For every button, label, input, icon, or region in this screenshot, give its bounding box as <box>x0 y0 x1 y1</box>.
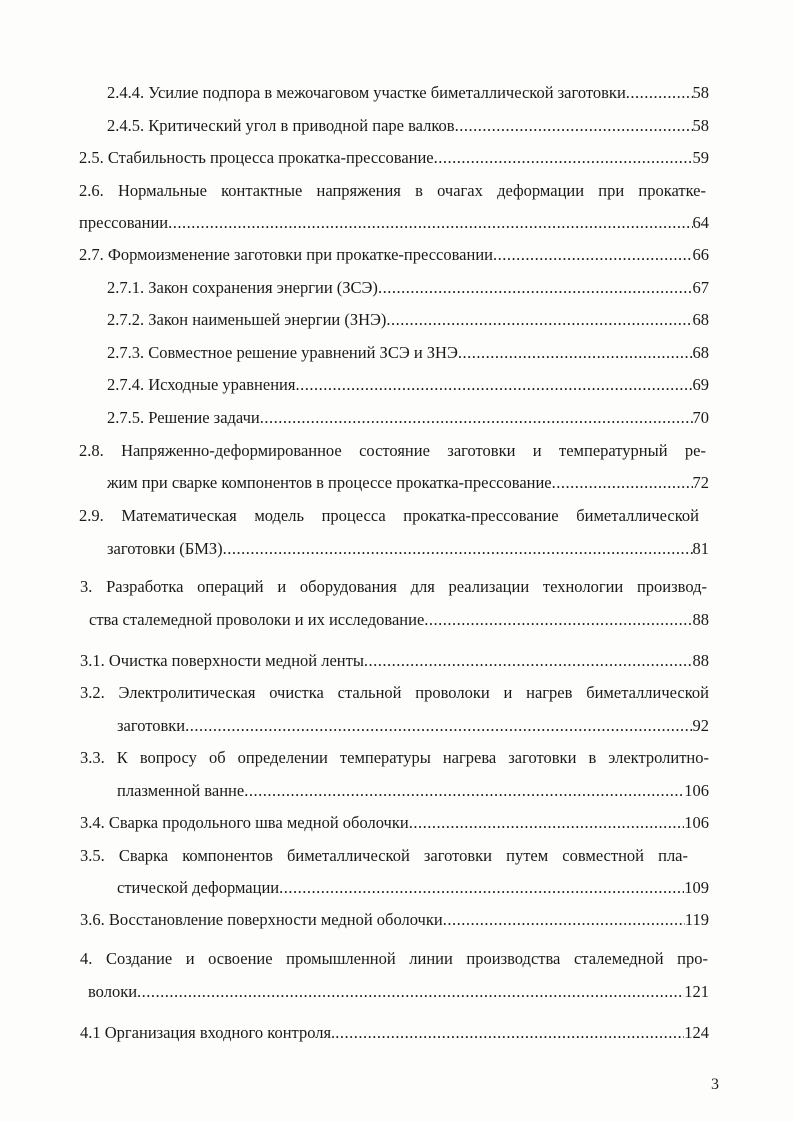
dot-leader <box>458 342 693 364</box>
dot-leader <box>335 1022 684 1044</box>
toc-entry-page: 68 <box>692 310 709 329</box>
toc-entry-2-8-line1 <box>79 440 706 462</box>
dot-leader <box>552 472 693 494</box>
toc-entry-title-line1: 2.9. Математическая модель процесса прокатка-прессование биметаллической <box>79 506 699 525</box>
toc-entry-title: волоки <box>88 982 138 1001</box>
toc-entry-title: стической деформации <box>117 878 280 897</box>
toc-entry-page: 67 <box>692 278 709 297</box>
toc-entry-page: 88 <box>692 610 709 629</box>
toc-entry-page: 70 <box>692 408 709 427</box>
dot-leader <box>364 650 693 672</box>
dot-leader <box>386 309 692 331</box>
toc-entry-page: 64 <box>692 213 709 232</box>
toc-entry-3-2 <box>117 715 709 737</box>
toc-entry-page: 121 <box>684 982 709 1001</box>
toc-entry-page: 88 <box>692 651 709 670</box>
toc-entry-page: 119 <box>684 910 709 929</box>
toc-entry-4-1 <box>80 1022 709 1044</box>
toc-entry-2-7-1 <box>107 277 709 299</box>
toc-entry-3-2-line1 <box>80 682 709 704</box>
toc-entry-page: 68 <box>692 343 709 362</box>
toc-entry-title: 2.7.2. Закон наименьшей энергии (ЗНЭ) <box>107 310 387 329</box>
toc-entry-title: жим при сварке компонентов в процессе прокатка-прессование <box>107 473 552 492</box>
toc-entry-2-7-3 <box>107 342 709 364</box>
toc-entry-page: 69 <box>692 375 709 394</box>
toc-entry-title: 2.7.1. Закон сохранения энергии (ЗСЭ) <box>107 278 378 297</box>
toc-entry-title-line1: 3.3. К вопросу об определении температуры нагрева заготовки в электролитно- <box>80 748 709 767</box>
toc-entry-title: заготовки (БМЗ) <box>107 539 223 558</box>
toc-entry-2-8 <box>107 472 709 494</box>
dot-leader <box>409 812 685 834</box>
toc-entry-page: 106 <box>684 781 709 800</box>
toc-entry-title: 2.7.4. Исходные уравнения <box>107 375 296 394</box>
dot-leader <box>185 715 692 737</box>
toc-entry-3-line1 <box>80 576 707 598</box>
toc-entry-title: 2.7.5. Решение задачи <box>107 408 260 427</box>
toc-entry-page: 109 <box>684 878 709 897</box>
toc-entry-title: 3.1. Очистка поверхности медной ленты <box>80 651 364 670</box>
toc-entry-title: 2.7.3. Совместное решение уравнений ЗСЭ и ЗНЭ <box>107 343 458 362</box>
page-number: 3 <box>711 1076 719 1093</box>
toc-entry-3-5-line1 <box>80 845 688 867</box>
toc-entry-2-9 <box>107 538 709 560</box>
toc-entry-title: 2.4.5. Критический угол в приводной паре валков <box>107 116 455 135</box>
toc-entry-4-line1 <box>80 948 708 970</box>
toc-entry-page: 72 <box>692 473 709 492</box>
dot-leader <box>137 981 684 1003</box>
toc-entry-title: прессовании <box>79 213 169 232</box>
toc-entry-3-5 <box>117 877 709 899</box>
toc-entry-2-7-5 <box>107 407 709 429</box>
toc-entry-title: плазменной ванне <box>117 781 245 800</box>
toc-entry-page: 58 <box>692 116 709 135</box>
toc-entry-title: 2.7. Формоизменение заготовки при прокатке-прессовании <box>79 245 493 264</box>
toc-entry-2-6-line1 <box>79 180 706 202</box>
toc-entry-4 <box>88 981 709 1003</box>
toc-entry-2-4-4 <box>107 82 709 104</box>
toc-entry-page: 106 <box>684 813 709 832</box>
dot-leader <box>443 909 685 931</box>
toc-entry-page: 81 <box>692 539 709 558</box>
toc-entry-title-line1: 3.2. Электролитическая очистка стальной проволоки и нагрев биметаллической <box>80 683 709 702</box>
toc-entry-2-7-2 <box>107 309 709 331</box>
toc-entry-2-9-line1 <box>79 505 699 527</box>
dot-leader <box>493 244 693 266</box>
dot-leader <box>244 780 684 802</box>
dot-leader <box>378 277 693 299</box>
dot-leader <box>434 147 693 169</box>
dot-leader <box>223 538 693 560</box>
toc-entry-title: 3.6. Восстановление поверхности медной оболочки <box>80 910 443 929</box>
dot-leader <box>455 115 693 137</box>
toc-entry-title: 2.5. Стабильность процесса прокатка-прессование <box>79 148 434 167</box>
dot-leader <box>168 212 692 234</box>
toc-entry-3-3-line1 <box>80 747 709 769</box>
toc-entry-2-4-5 <box>107 115 709 137</box>
toc-entry-3-3 <box>117 780 709 802</box>
toc-entry-title-line1: 3.5. Сварка компонентов биметаллической заготовки путем совместной пла- <box>80 846 688 865</box>
dot-leader <box>424 609 692 631</box>
toc-entry-3-4 <box>80 812 709 834</box>
toc-entry-page: 59 <box>692 148 709 167</box>
toc-entry-page: 58 <box>692 83 709 102</box>
toc-entry-title-line1: 4. Создание и освоение промышленной линии производства сталемедной про- <box>80 949 708 968</box>
toc-entry-2-5 <box>79 147 709 169</box>
toc-entry-title: ства сталемедной проволоки и их исследование <box>89 610 425 629</box>
toc-entry-3-1 <box>80 650 709 672</box>
toc-entry-title: 3.4. Сварка продольного шва медной оболочки <box>80 813 409 832</box>
toc-entry-title: 4.1 Организация входного контроля. <box>80 1023 336 1042</box>
toc-entry-3-6 <box>80 909 709 931</box>
toc-entry-page: 124 <box>684 1023 709 1042</box>
toc-entry-title: 2.4.4. Усилие подпора в межочаговом участке биметаллической заготовки <box>107 83 626 102</box>
dot-leader <box>295 374 692 396</box>
dot-leader <box>626 82 693 104</box>
toc-entry-title: заготовки <box>117 716 186 735</box>
toc-entry-title-line1: 2.8. Напряженно-деформированное состояние заготовки и температурный ре- <box>79 441 706 460</box>
dot-leader <box>260 407 693 429</box>
toc-entry-2-7 <box>79 244 709 266</box>
toc-entry-3 <box>89 609 709 631</box>
toc-entry-page: 66 <box>692 245 709 264</box>
toc-entry-title-line1: 2.6. Нормальные контактные напряжения в очагах деформации при прокатке- <box>79 181 706 200</box>
toc-entry-2-7-4 <box>107 374 709 396</box>
toc-entry-title-line1: 3. Разработка операций и оборудования для реализации технологии производ- <box>80 577 707 596</box>
dot-leader <box>279 877 684 899</box>
toc-entry-2-6 <box>79 212 709 234</box>
toc-entry-page: 92 <box>692 716 709 735</box>
